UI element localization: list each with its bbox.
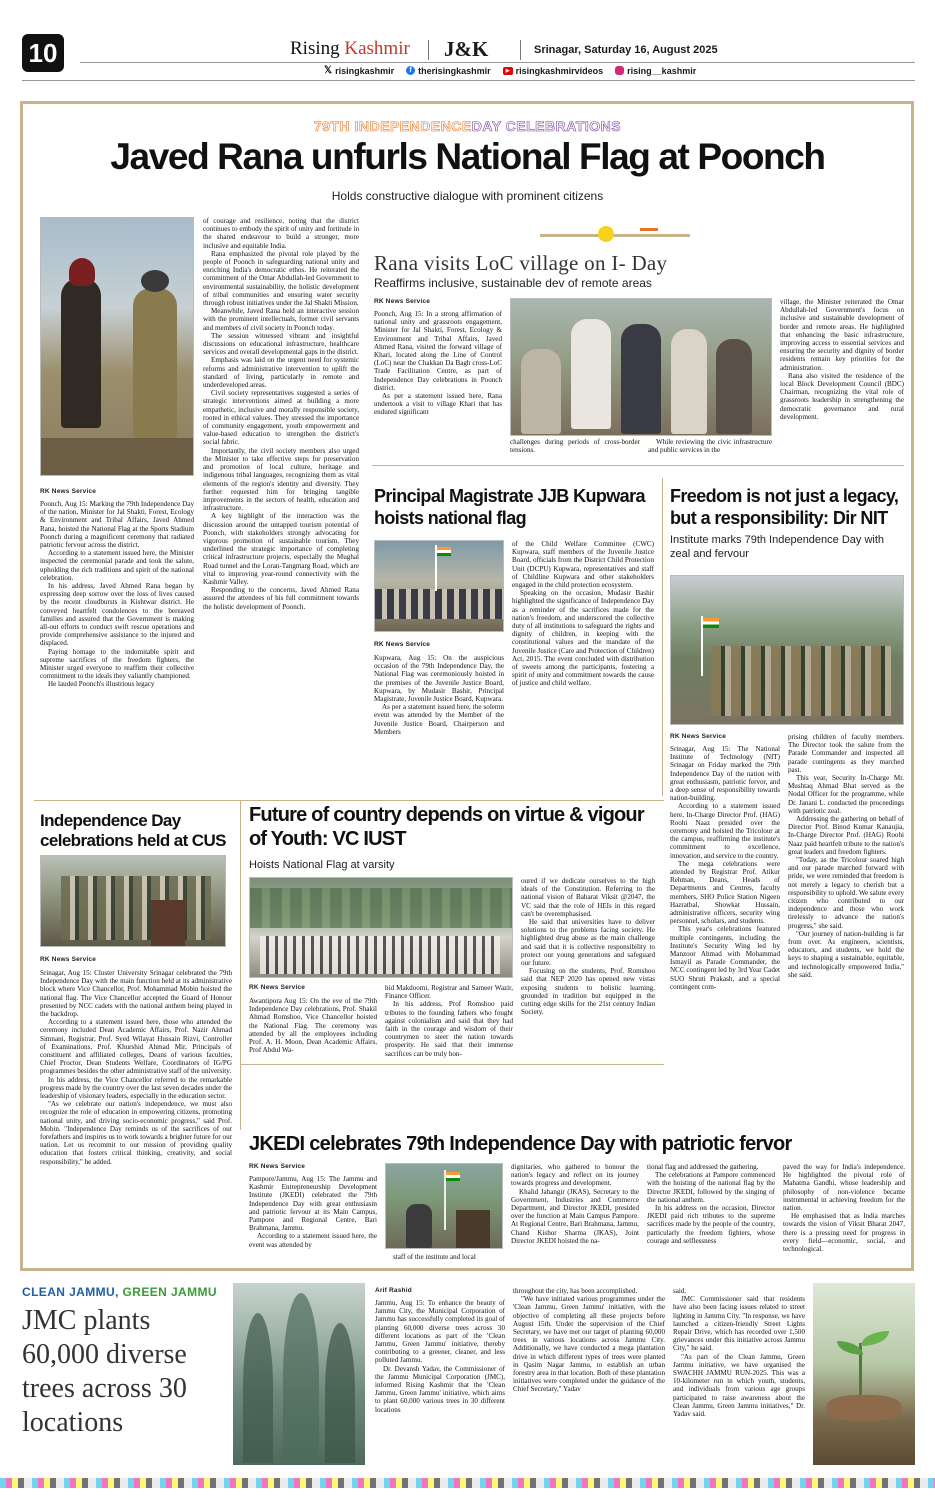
nit-col2	[788, 733, 904, 1125]
ornament-divider	[540, 234, 690, 237]
jkedi-col2	[385, 1253, 503, 1265]
paragraph: As per a statement issued here, the solemn event was attended by the Member of the Juvenile Justice Board, Chairperson and Members	[374, 703, 504, 736]
separator	[34, 800, 664, 801]
jmc-byline: Arif Rashid	[375, 1287, 412, 1294]
youtube-icon: ▶	[503, 67, 513, 75]
jmc-photo-forest	[233, 1283, 365, 1465]
paragraph: In his address, the Vice Chancellor referred to the remarkable progress made by the country over the last seven decades under the leadership of visionary leaders, especially in the education sector.	[40, 1075, 232, 1101]
kicker-red: 79TH INDEPENDENCE	[313, 118, 472, 134]
masthead-dateline: Srinagar, Saturday 16, August 2025	[534, 44, 718, 56]
loc-col1	[374, 310, 502, 453]
paragraph: Rana also visited the residence of the local Block Development Council (BDC) Chairman, recognizing the vital role of grassroots leadership in strengthening the democratic governance and rural development.	[780, 371, 904, 421]
masthead-divider	[428, 40, 429, 60]
section-label: J&K	[444, 37, 489, 61]
paragraph: Awantipora Aug 15: On the eve of the 79th Independence Day celebrations, Prof. Shakil Ahmad Romshoo, Vice Chancellor hoisted the National Flag. The ceremony was attended by all the employees including Prof. A. H. Moon, Dean Academic Affairs, Prof Abdul Wa-	[249, 997, 377, 1055]
jmc-photo-sapling	[813, 1283, 915, 1465]
paragraph: Kupwara, Aug 15: On the auspicious occasion of the 79th Independence Day, the National Flag was ceremoniously hoisted in the premises of the Juvenile Justice Board, Kupwara, by Mudasir Bashir, Principal Magistrate, Juvenile Justice Board, Kupwara.	[374, 654, 504, 704]
loc-subhead: Reaffirms inclusive, sustainable dev of remote areas	[374, 276, 652, 290]
paragraph: A key highlight of the interaction was the discussion around the untapped tourism potential of Poonch, with stakeholders strongly advocating for vigorous promotion of sustainable tourism. They underlined the strategic importance of completing critical infrastructure projects, especially the Mughal Road tunnel and the Loran-Tangmarg Road, which are vital to improving year-round connectivity with the Kashmir Valley.	[203, 512, 359, 586]
jjb-headline: Principal Magistrate JJB Kupwara hoists national flag	[374, 486, 645, 528]
jkedi-col1	[249, 1175, 377, 1265]
loc-col3	[648, 438, 772, 454]
social-bar	[324, 65, 696, 76]
cus-headline: Independence Day celebrations held at CUS	[40, 811, 226, 850]
iust-byline: RK News Service	[249, 984, 306, 991]
paragraph: Importantly, the civil society members also urged the Minister to take effective steps for preservation and promotion of local culture, heritage and indigenous tribal languages, recognizing them as vital elements of the region's identity and diversity. They further requested him for bringing tangible improvements in the sectors of health, education and infrastructure.	[203, 446, 359, 513]
main-byline: RK News Service	[40, 488, 97, 495]
paragraph: The mega celebrations were attended by Registrar Prof. Atikur Rehman, Deans, Heads of Departments and Centres, faculty members, SHO Police Station Nigeen Hazratbal, Showkat Hussain, administrative officers, security wing personnel, scholars, and students.	[670, 859, 780, 926]
paragraph: dignitaries, who gathered to honour the nation's legacy and reflect on its journey towards progress and development.	[511, 1163, 639, 1188]
jkedi-photo-flag	[385, 1163, 503, 1249]
paragraph: He said that universities have to deliver solutions to the problems facing society. He highlighted drug abuse as the main challenge and said that it is collective responsibility to protect our young generations and safeguard our future.	[521, 918, 655, 968]
paragraph: While reviewing the civic infrastructure and public services in the	[648, 438, 772, 454]
paragraph: The session witnessed vibrant and insightful discussions on educational infrastructure, healthcare services and overall developmental gaps in the district.	[203, 331, 359, 357]
social-handle: therisingkashmir	[418, 65, 491, 76]
paragraph: According to a statement issued here, the Minister inspected the ceremonial parade and took the salute, upholding the rich traditions and spirit of the national celebration.	[40, 549, 194, 582]
social-handle: rising__kashmir	[627, 65, 697, 76]
paragraph: staff of the institute and local	[393, 1253, 476, 1261]
paragraph: Dr. Devansh Yadav, the Commissioner of the Jammu Municipal Corporation (JMC), informed Rising Kashmir that the 'Clean Jammu, Green Jammu' initiative, which aims to plant 60,000 various trees in 30 different locations	[375, 1364, 505, 1414]
paragraph: He emphasised that as India marches towards the vision of Viksit Bharat 2047, there is a pressing need for progress in every field—economic, social, and technological.	[783, 1212, 905, 1254]
masthead-rule-2	[22, 80, 915, 81]
separator	[240, 800, 241, 1130]
paragraph: oured if we dedicate ourselves to the high ideals of the Constitution. Referring to the national vision of Baharat Viksit @2047, the VC said that the role of HEIs in this regard can't be overemphasised.	[521, 877, 655, 918]
page-number-badge	[22, 34, 64, 72]
x-icon: 𝕏	[324, 65, 333, 76]
jmc-col2	[513, 1287, 665, 1465]
loc-col4	[780, 298, 904, 454]
print-color-bar	[0, 1478, 935, 1488]
loc-byline: RK News Service	[374, 298, 431, 305]
paragraph: "Our journey of nation-building is far from over. As engineers, scientists, educators, and students, we hold the keys to shaping a sustainable, equitable, and technologically empowered India," she said.	[788, 929, 904, 979]
paragraph: Speaking on the occasion, Mudasir Bashir highlighted the significance of Independence Day as a reminder of the sacrifices made for the nation's freedom, and underscored the collective duty of all institutions to safeguard the rights and dignity of children, in keeping with the constitutional values and the mandate of the Juvenile Justice (Care and Protection of Children) Act, 2015. The event concluded with distribution of sweets among the participants, fostering a spirit of unity and commitment towards the cause of justice and child welfare.	[512, 589, 654, 688]
paragraph: of the Child Welfare Committee (CWC) Kupwara, staff members of the Juvenile Justice Board, officials from the District Child Protection Unit (DCPU) Kupwara, representatives and staff of Childline Kupwara and other stakeholders engaged in the child protection ecosystem.	[512, 540, 654, 590]
paragraph: Rana emphasized the pivotal role played by the people of Poonch in safeguarding national unity and enriching India's democratic ethos. He reiterated the commitment of the Omar Abdullah-led Government to environmental sustainability, the holistic development of tribal communities and ensuring water security through robust initiatives under the Jal Shakti Mission.	[203, 249, 359, 308]
paragraph: Responding to the concerns, Javed Ahmed Rana assured the attendees of his full commitment towards the holistic development of Poonch.	[203, 586, 359, 611]
brand-kashmir: Kashmir	[344, 38, 410, 59]
paragraph: village, the Minister reiterated the Omar Abdullah-led Government's focus on inclusive and sustainable development of border and remote areas. He highlighted that enhancing the basic infrastructure, improving access to essential services and ensuring the security and dignity of border residents remain key priorities for the administration.	[780, 298, 904, 372]
loc-photo-villagers	[510, 298, 772, 436]
banner-kicker	[0, 118, 935, 134]
nit-photo-parade	[670, 575, 904, 725]
jjb-col1	[374, 654, 504, 794]
iust-headline: Future of country depends on virtue & vigour of Youth: VC IUST	[249, 804, 644, 850]
jkedi-byline: RK News Service	[249, 1163, 306, 1170]
paragraph: Addressing the gathering on behalf of Director Prof. Binod Kumar Kanaujia, In-Charge Director Prof. (HAG) Roohi Naaz paid heartfelt tribute to the nation's great leaders and freedom fighters.	[788, 815, 904, 856]
iust-col2	[385, 984, 513, 1058]
paragraph: In his address, Prof Romshoo paid tributes to the founding fathers who fought against colonialism and said that they had faith in the courage and wisdom of their countrymen to steer the nation towards prosperity. He said that their immense sacrifices can be truly hon-	[385, 1000, 513, 1058]
paragraph: JMC Commissioner said that residents have also been facing issues related to street lighting in Jammu City. "In response, we have launched a citizen-friendly Street Lights Repair Drive, which has recorded over 1,500 grievances under this initiative across Jammu City," he said.	[673, 1295, 805, 1353]
paragraph: Pampore/Jammu, Aug 15: The Jammu and Kashmir Entrepreneurship Development Institute (JKEDI) celebrated the 79th Independence Day with great enthusiasm and patriotic fervour at its Main Campus, Pampore and Regional Centre, Bari Brahmana, Jammu.	[249, 1175, 377, 1233]
social-handle: risingkashmir	[335, 65, 395, 76]
iust-col1	[249, 997, 377, 1057]
paragraph: Poonch, Aug 15: Marking the 79th Independence Day of the nation, Minister for Jal Shakti, Forest, Ecology & Environment and Tribal Affairs, Javed Ahmed Rana, hoisted the National Flag at the Sports Stadium Poonch during a magnificent ceremony that radiated patriotic fervour across the district.	[40, 500, 194, 550]
paragraph: He lauded Poonch's illustrious legacy	[48, 680, 155, 689]
instagram-icon	[615, 66, 624, 75]
masthead-rule	[80, 62, 915, 63]
nit-headline: Freedom is not just a legacy, but a responsibility: Dir NIT	[670, 486, 899, 528]
paragraph: The celebrations at Pampore commenced with the hoisting of the national flag by the Director JKEDI, followed by the singing of the national anthem.	[647, 1171, 775, 1204]
paragraph: Emphasis was laid on the urgent need for systemic reforms and administrative intervention to uplift the standard of living, particularly in remote and underdeveloped areas.	[203, 356, 359, 390]
cus-col1	[40, 969, 232, 1265]
jjb-photo-group	[374, 540, 504, 632]
paragraph: "As part of the Clean Jammu, Green Jammu initiative, we have organised the SWACHH JAMMU RUN-2025. This was a 10-kilometer run in which youth, students, and individuals from various age groups participated to raise awareness about the Clean Jammu, Green Jammu initiatives," Dr. Yadav said.	[673, 1352, 805, 1419]
social-youtube[interactable]	[503, 66, 604, 76]
paragraph: prising children of faculty members. The Director took the salute from the Parade Commander and inspected all parade contingents as they marched past.	[788, 733, 904, 774]
paragraph: said.	[673, 1287, 687, 1295]
paragraph: According to a statement issued here, those who attended the ceremony included Dean Academic Affairs, Prof. Nazir Ahmad Simnani, Registrar, Prof. Syed Wilayat Hussain Rizvi, Controller of Examinations, Prof. Khurshid Ahmad Mir, Principals of constituent and affiliated colleges, Deans of various faculties, Chief Proctor, Dean Students Welfare, Coordinators of IG/PG programmes besides the other administrative staff of the university.	[40, 1018, 232, 1076]
banner-headline: Javed Rana unfurls National Flag at Poonch	[110, 136, 825, 177]
jkedi-col4	[647, 1163, 775, 1265]
masthead-divider-2	[520, 40, 521, 60]
separator	[662, 478, 663, 796]
paragraph: "Today, as the Tricolour soared high and our parade marched forward with pride, we were reminded that freedom is not merely a legacy to cherish but a responsibility to uphold. We salute every citizen who contributed to our independence and those who work tirelessly to advance the nation's progress," she said.	[788, 856, 904, 930]
jmc-col3	[673, 1287, 805, 1465]
paragraph: of courage and resilience, noting that the district continues to embody the spirit of unity and fortitude in the shared endeavour to build a stronger, more inclusive and equitable India.	[203, 217, 359, 250]
paragraph: Paying homage to the indomitable spirit and supreme sacrifices of the freedom fighters, the Minister urged everyone to reaffirm their collective commitment to the ideals they valiantly championed.	[40, 647, 194, 681]
separator	[372, 465, 904, 466]
iust-subhead: Hoists National Flag at varsity	[249, 859, 395, 871]
ornament-chevron	[640, 228, 658, 238]
jkedi-col5	[783, 1163, 905, 1265]
paragraph: This year, Security In-Charge Mr. Mushtaq Ahmad Bhat served as the Nodal Officer for the programme, while Dr. Janani L. conducted the proceedings with patriotic zeal.	[788, 774, 904, 815]
banner-subhead: Holds constructive dialogue with prominent citizens	[331, 189, 604, 203]
page-number: 10	[28, 37, 58, 68]
nit-subhead: Institute marks 79th Independence Day with zeal and fervour	[670, 534, 885, 560]
facebook-icon: f	[406, 66, 415, 75]
jkedi-headline: JKEDI celebrates 79th Independence Day with patriotic fervor	[249, 1133, 792, 1155]
main-col1	[40, 500, 194, 740]
separator	[240, 1064, 664, 1065]
paragraph: "We have initiated various programmes under the 'Clean Jammu, Green Jammu' initiative, with the objective of completing all these projects before August 15th. Under the supervision of the Chief Secretary, we have met our target of planting 60,000 trees in various locations across Jammu City. Additionally, we have conducted a mega plantation drive in which different types of trees were planted in Qasim Nagar Jammu, to establish an urban forestry area in that location. Both of these plantation initiatives were completed under the guidance of the Chief Secretary," Yadav	[513, 1295, 665, 1394]
jmc-headline: JMC plants 60,000 diverse trees across 30 locations	[22, 1305, 187, 1438]
jmc-kicker	[22, 1285, 217, 1299]
paragraph: hid Makdoomi, Registrar and Sameer Wazir, Finance Officer.	[385, 984, 513, 1001]
main-photo-flag-salute	[40, 217, 194, 476]
paragraph: "As we celebrate our nation's independence, we must also recognize the role of education in empowering citizens, promoting national unity, and driving socio-economic progress," said Prof. Mobin. "Independence Day reminds us of the sacrifices of our forefathers and inspires us to work towards a brighter future for our nation. Let us recommit to our mission of providing quality education that fosters critical thinking, creativity, and social responsibility," he added.	[40, 1100, 232, 1166]
social-instagram[interactable]	[615, 66, 696, 76]
paragraph: Khalid Jahangir (JKAS), Secretary to the Government, Industries and Commerce Department, and Director JKEDI, presided over the function at Main Campus Pampore. At Regional Centre, Bari Brahmana, Jammu, Chand Kishor Sharma (JKAS), Joint Director JKEDI hoisted the na-	[511, 1187, 639, 1245]
cus-photo-vc	[40, 855, 226, 947]
paragraph: tional flag and addressed the gathering.	[647, 1163, 759, 1171]
kicker-green: GREEN JAMMU	[122, 1285, 217, 1299]
social-x[interactable]	[324, 65, 394, 76]
jjb-col2	[512, 540, 654, 794]
loc-headline: Rana visits LoC village on I- Day	[374, 251, 668, 275]
paragraph: In his address on the occasion, Director JKEDI paid rich tributes to the supreme sacrifices made by the people of the country, particularly the freedom fighters, whose courage and selflessness	[647, 1204, 775, 1245]
paragraph: Focusing on the students, Prof. Romshoo said that NEP 2020 has opened new vistas exposing students to holistic learning, grounded in tradition but equipped in the cutting edge skills for the 21st century Indian Society.	[521, 967, 655, 1017]
paragraph: Meanwhile, Javed Rana held an interactive session with the prominent intellectuals, former civil servants and members of civil society in Poonch today.	[203, 307, 359, 332]
paragraph: challenges during periods of cross-border tensions.	[510, 438, 640, 454]
iust-col3	[521, 877, 655, 1057]
nit-byline: RK News Service	[670, 733, 727, 740]
paragraph: According to a statement issued here, the event was attended by	[249, 1232, 377, 1249]
paragraph: Civil society representatives suggested a series of strategic interventions aimed at building a more empathetic, inclusive and morally responsible society, rooted in ethical values. They stressed the importance of community engagement, youth empowerment and value-based education to strengthen the district's social fabric.	[203, 389, 359, 447]
main-col2	[203, 217, 359, 739]
iust-photo-ceremony	[249, 877, 513, 978]
paragraph: Srinagar, Aug 15: Cluster University Srinagar celebrated the 79th Independence Day with the main function held at its administrative block where Vice Chancellor, Prof. Mohammad Mobin hoisted the national flag. The Vice Chancellor accepted the Guard of Honour presented by NCC cadets with the national anthem being played in the backdrop.	[40, 969, 232, 1019]
nit-col1	[670, 745, 780, 1125]
social-handle: risingkashmirvideos	[515, 65, 604, 76]
brand-rising: Rising	[290, 38, 340, 59]
brand-logo	[290, 38, 410, 60]
paragraph: Jammu, Aug 15: To enhance the beauty of Jammu City, the Municipal Corporation of Jammu has successfully completed its goal of planting 60,000 diverse trees across 30 different locations as part of the 'Clean Jammu, Green Jammu' initiative, thereby contributing to a greener, cleaner, and less polluted Jammu.	[375, 1299, 505, 1365]
ornament-dot	[598, 226, 614, 242]
paragraph: This year's celebrations featured multiple contingents, including the Institute's Security Wing led by Manzoor Ahmad with Mohammad Ismayil as Parade Commander, the NCC contingent led by 3rd Year Cadet SUO Shruti Prakash, and a special contingent com-	[670, 925, 780, 991]
kicker-blue: CLEAN JAMMU,	[22, 1285, 119, 1299]
paragraph: paved the way for India's independence. He highlighted the pivotal role of Mahatma Gandhi, whose leadership and philosophy of non-violence became instrumental in achieving freedom for the nation.	[783, 1163, 905, 1213]
paragraph: In his address, Javed Ahmed Rana began by expressing deep sorrow over the loss of lives caused by the recent cloudbursts in Kishtwar district. He conveyed heartfelt condolences to the bereaved families and assured that the Government is making all-out efforts to conduct swift rescue operations and provide comprehensive assistance to the injured and displaced.	[40, 582, 194, 648]
kicker-rest: DAY CELEBRATIONS	[471, 118, 622, 134]
social-facebook[interactable]	[406, 66, 491, 76]
paragraph: As per a statement issued here, Rana undertook a visit to village Khari that has endured significant	[374, 392, 502, 417]
paragraph: Poonch, Aug 15: In a strong affirmation of national unity and grassroots engagement, Minister for Jal Shakti, Forest, Ecology & Environment and Tribal Affairs, Javed Ahmed Rana, visited the forward village of Khari, located along the Line of Control (LoC) near the Chakkan Da Bagh cross-LoC Trade Facilitation Centre, as part of Independence Day celebrations in Poonch district.	[374, 310, 502, 392]
jmc-col1	[375, 1299, 505, 1465]
paragraph: throughout the city, has been accomplished.	[513, 1287, 638, 1295]
jjb-byline: RK News Service	[374, 641, 431, 648]
loc-col2	[510, 438, 640, 454]
jkedi-col3	[511, 1163, 639, 1265]
paragraph: Srinagar, Aug 15: The National Institute of Technology (NIT) Srinagar on Friday marked the 79th Independence Day of the nation with great enthusiasm, patriotic fervor, and a deep sense of responsibility towards nation-building.	[670, 745, 780, 803]
paragraph: According to a statement issued here, In-Charge Director Prof. (HAG) Roohi Naaz presided over the ceremony and hoisted the Tricolour at the campus, reaffirming the institute's commitment to excellence, innovation, and service to the country.	[670, 802, 780, 860]
cus-byline: RK News Service	[40, 956, 97, 963]
